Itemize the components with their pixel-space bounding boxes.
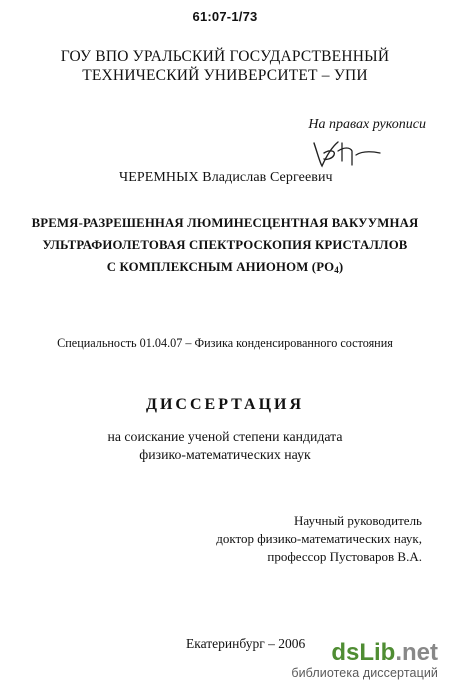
supervisor-line-3: профессор Пустоваров В.А. xyxy=(267,549,422,564)
title-line-2: УЛЬТРАФИОЛЕТОВАЯ СПЕКТРОСКОПИЯ КРИСТАЛЛОВ xyxy=(42,238,408,252)
archive-stamp: 61:07-1/73 xyxy=(192,9,258,24)
title-line-3-main: С КОМПЛЕКСНЫМ АНИОНОМ (РО xyxy=(106,260,335,274)
title-subscript: 4 xyxy=(334,265,339,275)
supervisor-line-2: доктор физико-математических наук, xyxy=(216,531,422,546)
city-year: Екатеринбург – 2006 xyxy=(186,636,306,651)
dissertation-title xyxy=(0,212,450,281)
degree-statement xyxy=(0,428,450,464)
watermark-logo-tld: net xyxy=(402,639,438,666)
organization-heading xyxy=(0,47,450,85)
title-line-1: ВРЕМЯ-РАЗРЕШЕННАЯ ЛЮМИНЕСЦЕНТНАЯ ВАКУУМНАЯ xyxy=(31,216,419,230)
watermark-logo-main: dsLib xyxy=(331,639,396,666)
watermark-logo-dot: . xyxy=(395,639,402,666)
dslib-watermark xyxy=(291,640,438,680)
organization-line-1: ГОУ ВПО УРАЛЬСКИЙ ГОСУДАРСТВЕННЫЙ xyxy=(60,48,390,65)
document-type: ДИССЕРТАЦИЯ xyxy=(145,396,305,413)
degree-line-1: на соискание ученой степени кандидата xyxy=(107,429,343,444)
signature-image xyxy=(308,133,388,173)
organization-line-2: ТЕХНИЧЕСКИЙ УНИВЕРСИТЕТ – УПИ xyxy=(82,67,368,84)
title-line-3 xyxy=(0,256,450,281)
watermark-logo xyxy=(291,640,438,666)
title-line-3-end: ) xyxy=(338,260,344,274)
author-name: ЧЕРЕМНЫХ Владислав Сергеевич xyxy=(119,170,333,185)
watermark-tagline: библиотека диссертаций xyxy=(291,666,438,680)
specialty-line: Специальность 01.04.07 – Физика конденсированного состояния xyxy=(57,336,393,350)
supervisor-block xyxy=(216,512,422,566)
supervisor-line-1: Научный руководитель xyxy=(293,513,422,528)
manuscript-rights-note: На правах рукописи xyxy=(308,117,426,132)
degree-line-2: физико-математических наук xyxy=(139,447,311,462)
